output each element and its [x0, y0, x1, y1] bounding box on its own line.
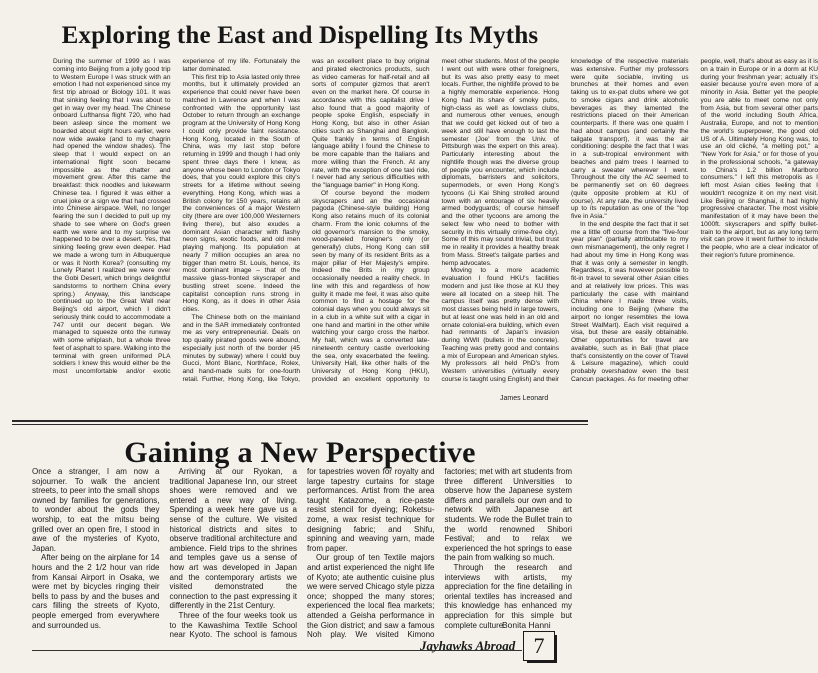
article2-paragraph: Once a stranger, I am now a sojourner. To walk the ancient streets, to peer into the small shops owned by families for generations, to wonder about the gods they worship, to eat the mitsu being grilled over an open fire, I stood in awe of the mysteries of Kyoto, Japan. [32, 467, 160, 553]
article2-paragraph: Three of the four weeks took us to the Kawashima Textile School near Kyoto. The school is famous for tapestries woven for royalty and large tapestry curtains for stage performances. Artist from the area taught Katazome, a rice-paste resist stencil for dyeing; Roketsu-zome, a wax resist technique for designing fabric; and Shifu, spinning and weaving yarn, made from paper. [169, 467, 435, 640]
article1-body [53, 58, 818, 388]
article1-paragraph: Moving to a more academic evaluation I found HKU's facilities modern and just like those at KU they were all located on a steep hill. The campus itself was pretty dense with most classes being held in large towers, but at least one was held in an old and ornate colonial-era building, which even had remnants of Japan's invasion during WWII (bullets in the concrete). Teaching was pretty good and contains a mix of European and American styles. My professors all held PhD's from Western universities (virtually every course is taught using English) and their knowledge of the respective materials was extensive. Further my professors were quite sociable, inviting us brunches at their homes and even taking us to ex-pat clubs where we got to smoke cigars and drink alcoholic beverages as they lamented the restrictions placed on their American counterparts. If there was one qualm I had about campus (and certainly the tailgate transport), it was the air conditioning: despite the fact that I was in a sub-tropical environment with beaches and palm trees I learned to carry a sweater wherever I went. Throughout the city the AC seemed to be permanently set on 60 degrees (quite opposite problem at KU of course). At any rate, the university lived up to its reputation as one of the "top five in Asia." [441, 58, 689, 383]
article2-body [32, 467, 572, 643]
section-divider-thin [12, 424, 588, 425]
article1-paragraph: This first trip to Asia lasted only three months, but it ultimately provided an experience that could never have been matched in Lawrence and when I was confronted with the opportunity last October to return through an exchange program at the University of Hong Kong I could only provide faint resistance. Hong Kong, located in the South of China, was my last stop before returning in 1999 and though I had only spent three days there I knew, as anyone whose been to London or Tokyo does, that you could explore this city's streets for a lifetime without seeing everything. Hong Kong, which was a British colony for 150 years, retains all the conveniences of a major Western city (there are over 100,000 Westerners living there), but also exudes a dominant Asian character with flashy neon signs, exotic foods, and old men playing mahjong. Its population at nearly 7 million occupies an area no bigger than metro St. Louis, hence, its most dominant image – that of the massive glass-fronted skyscraper and bustling street scene. Indeed the capitalist conception runs strong in Hong Kong, as it does in other Asia cities. [182, 73, 300, 313]
article2-paragraph: Our group of ten Textile majors and artist experienced the night life of Kyoto; ate authentic cuisine plus we were served Chicago style pizza once; shopped the many stores; experienced the local flea markets; attended a Geisha performance in the Gion district; and saw a famous Noh play. We visited Kimono factories; met with art students from three different Universities to observe how the Japanese system differs and parallels our own and to network with Japanese art students. We rode the Bullet train to the world renowned Shibori Festival; and to relax we experienced the hot springs to ease the pain from walking so much. [307, 467, 572, 640]
article2-paragraph: Through the research and interviews with artists, my appreciation for the fine detailing in oriental textiles has increased and this knowledge has enhanced my appreciation for this simple but complete culture. [444, 562, 572, 630]
article1-paragraph: The Chinese both on the mainland and in the SAR immediately confronted me as very entrepreneurial. Deals on top quality pirated goods were abound, especially just north of the border (45 minutes by subway) where I could buy Gucci, Mont Blanc, Northface, Rolex, and hand-made suits for one-fourth retail. Further, Hong Kong, like Tokyo, was an excellent place to buy original and pirated electronics products, such as video cameras for half-retail and all sorts of computer gizmos that aren't even on the market here. Of course in accordance with this capitalist drive I also found that a good majority of people spoke English, especially in Hong Kong, but also in other Asian cities such as Shanghai and Bangkok. Quite frankly in terms of English language ability I found the Chinese to be more capable than the Italians and more willing than the French. At any rate, with the exception of one taxi ride, I never had any serious difficulties with the "language barrier" in Hong Kong. [182, 58, 430, 383]
article1-paragraph: During the summer of 1999 as I was coming into Beijing from a jolly good trip to Western Europe I was struck with an emotion I had not experienced since my first trip abroad or Biology 101. It was that sinking feeling that I was about to get in way over my head. The Chinese onboard Lufthansa flight 720, who had been asleep since the moment we boarded about eight hours earlier, were now wide awake (and to my chagrin had opened the window shades). The sleep that I would expect on an international flight soon became impossible as the chatter and movement grew. After this came the breakfast: thick noodles and lukewarm Chinese tea. I figured it was either a cruel joke or a sign we that had crossed into Chinese airspace. Well, no longer fearing the sun I decided to pull up my shade to see where on God's green earth we were and to my surprise we happened to be over a desert. Yes, that sinking feeling grew even deeper. Had we made a wrong turn in Albuquerque or was it North Korea? (consulting my Lonely Planet I realized we were over the Gobi Desert, which brings delightful sandstorms to northern China every spring.) Anyway, this landscape continued up to the Great Wall near Beijing's old airport, which I didn't seriously think could to accommodate a 747 until our decent began. We managed to squeeze onto the runway with some whiplash, but a whole three feet of asphalt to spare. Walking into the terminal with green uniformed PLA soldiers I knew this would either be the most uncomfortable and/or exotic experience of my life. Fortunately the latter dominated. [53, 58, 300, 375]
article2-paragraph: Arriving at our Ryokan, a traditional Japanese Inn, our street shoes were removed and we entered a new way of living. Spending a week here gave us a sense of the culture. We visited historical districts and sites to observe traditional architecture and ambience. Field trips to the shrines and temples gave us a sense of how art was developed in Japan and the contemporary artists we visited demonstrated the connection to the past expressing it differently in the 21st Century. [169, 467, 297, 611]
article2-paragraph: After being on the airplane for 14 hours and the 2 1/2 hour van ride from Kansai Airport in Osaka, we were met by bicycles ringing their bells to pass by and the buses and cars filling the streets of Kyoto, people emerged from everywhere and surrounded us. [32, 553, 160, 630]
article1-byline: James Leonard [500, 395, 549, 402]
section-divider [12, 420, 588, 422]
page-number: 7 [523, 631, 555, 661]
article2-headline: Gaining a New Perspective [124, 436, 476, 469]
article2-byline: Bonita Hanni [502, 620, 551, 630]
article1-paragraph: Of course beyond the modern skyscrapers and an the occasional pagoda (Chinese-style building) Hong Kong also retains much of its colonial charm. From the ionic columns of the old governor's mansion to the smoky, wood-paneled foreigner's only (or generally) clubs, Hong Kong can still seen by many of its resident Brits as a major pillar of Her Majesty's empire. Indeed the Brits in my group occasionally needed a reality check. In line with this and regardless of how guilty it made me feel, it was also quite common to find a hostage for the colonial days when you could always sit in a club in a white suit with a cigar in one hand and martini in the other while watching your cargo cross the harbor. My hall, which was a converted late-nineteenth century castle overlooking the sea, only exacerbated the feeling. University Hall, like other halls of the University of Hong Kong (HKU), provided an excellent opportunity to meet other students. Most of the people I went out with were other foreigners, but its was also pretty easy to meet locals. Further, the nightlife proved to be a highly memorable experience. Hong Kong had its share of smoky pubs, high-class as well as lowclass clubs, and numerous other venues, enough that we could get kicked out of two a week and still have enough to last the semester (Joe' from the Univ. of Pittsburgh was the expert on this area). Particularly interesting about the nightlife though was the diverse group of people you encounter, which include diplomats, barristers and solicitors, supermodels, or even Hong Kong's tycoons (Li Kai Shing strolled around town with an entourage of six heavily armed bodyguards; of course himself and the other tycoons are among the select few who need to bother with security in this virtually crime-free city). Some of this may sound trivial, but trust me in reality it provides a healthy break from Mass. Street's tailgate parties and hemp advocates. [312, 58, 559, 383]
publication-title: Jayhawks Abroad [420, 638, 516, 653]
article1-paragraph: In the end despite the fact that it set me a little off course from the "five-four year plan" (partially attributable to my own mismanagement), the only regret I had about my time in Hong Kong was that it was only a semester in length. Regardless, it was however possible to fit-in travel to several other Asian cities and at relatively low prices. This was particularly the case with mainland China where I made three visits, including one to Beijing (where the airport no longer resembles the Iowa Street WalMart). Each visit required a visa, but these are easily obtainable. Other opportunities for travel are available, such as in Bali (that place that's consistently on the cover of Travel & Leisure magazine), which could probably overshadow even the best Cancun packages. As for meeting other people, well, that's about as easy as it is on a train in Europe or in a dorm at KU during your freshman year; actually it's easier because you're even more of a minority in Asia. Better yet the people you are able to meet come not only from Asia, but from several other parts of the world including South Africa, Australia, Europe, and not to mention the world's superpower, the good old US of A. Ultimately Hong Kong was, to use an old cliché, "a melting pot," a "New York for Asia," or for those of you in the professional schools, "a gateway to China's 1.2 billion Marlboro consumers." I left this metropolis as I left most Asian cities feeling that I wouldn't recognize it on my next visit. Like Beijing or Shanghai, it had highly progressive character. The most visible manifestation of it may have been the 1000ft. skyscrapers and spiffy bullet-train to the airport, but as any long term visit can prove it went further to include the people, who are a clear indicator of their region's future prominence. [571, 58, 818, 383]
article1-headline: Exploring the East and Dispelling Its Myths [61, 22, 539, 49]
